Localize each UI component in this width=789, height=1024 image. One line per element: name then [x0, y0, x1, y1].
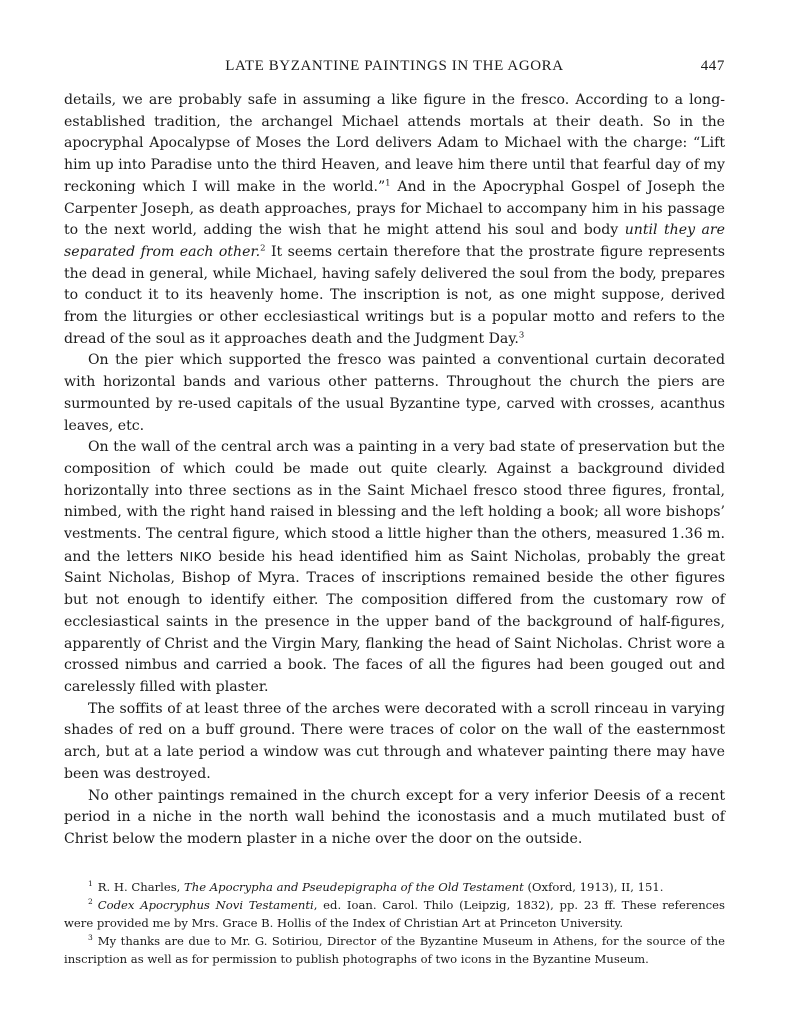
paragraph-3-text-b: beside his head identified him as Saint Nicholas, probably the great Saint Nicholas, Bishop of Myra. Traces of inscriptions remained beside the other figures but not enough to identify either. The composition differed from the customary row of ecclesiastical saints in the presence in the upper band of the background of half-figures, apparently of Christ and the Virgin Mary, flanking the head of Saint Nicholas. Christ wore a crossed nimbus and carried a book. The faces of all the figures had been gouged out and carelessly filled with plaster. [64, 548, 725, 695]
paragraph-1-text-b: And in the Apocryphal Gospel of Joseph the Carpenter Joseph, as death approaches, prays for Michael to accompany him in his passage to the next world, adding the wish that he might attend his soul and body [64, 178, 725, 239]
paragraph-1-italic: until they are separated from each other. [64, 222, 725, 260]
footnote-1-text-b: (Oxford, 1913), II, 151. [523, 880, 664, 894]
footnote-2 [64, 896, 725, 932]
footnote-2-number: 2 [88, 897, 93, 907]
footnote-1-number: 1 [88, 879, 93, 889]
paragraph-1 [64, 90, 725, 350]
paragraph-1-text-c: It seems certain therefore that the prostrate figure represents the dead in general, while Michael, having safely delivered the soul from the body, prepares to conduct it to its heavenly home. The inscription is not, as one might suppose, derived from the liturgies or other ecclesiastical writings but is a popular motto and refers to the dread of the soul as it approaches death and the Judgment Day. [64, 243, 725, 347]
footnote-ref-2[interactable]: 2 [260, 243, 266, 254]
footnote-1 [64, 878, 725, 896]
paragraph-3-text-a: On the wall of the central arch was a painting in a very bad state of preservation but the composition of which could be made out quite clearly. Against a background divided horizontally into three sections as in the Saint Michael fresco stood three figures, frontal, nimbed, with the right hand raised in blessing and the left holding a book; all wore bishops’ vestments. The central figure, which stood a little higher than the others, measured 1.36 m. and the letters [64, 439, 725, 565]
paragraph-4: The soffits of at least three of the arches were decorated with a scroll rinceau in varying shades of red on a buff ground. There were traces of color on the wall of the easternmost arch, but at a late period a window was cut through and whatever painting there may have been was destroyed. [64, 700, 725, 782]
footnote-3 [64, 932, 725, 968]
paragraph-5: No other paintings remained in the church except for a very inferior Deesis of a recent period in a niche in the north wall behind the iconostasis and a much mutilated bust of Christ below the modern plaster in a niche over the door on the outside. [64, 787, 725, 847]
footnote-2-italic: Codex Apocryphus Novi Testamenti [97, 898, 314, 912]
footnote-3-text-a: My thanks are due to Mr. G. Sotiriou, Director of the Byzantine Museum in Athens, for the source of the inscription as well as for permission to publish photographs of two icons in the Byzantine Museum. [64, 934, 725, 966]
footnote-3-number: 3 [88, 933, 93, 943]
paragraph-1-text-a: details, we are probably safe in assuming a like figure in the fresco. According to a long-established tradition, the archangel Michael attends mortals at their death. So in the apocryphal Apocalypse of Moses the Lord delivers Adam to Michael with the charge: “Lift him up into Paradise unto the third Heaven, and leave him there until that fearful day of my reckoning which I will make in the world.” [64, 92, 725, 195]
paragraph-3 [64, 437, 725, 698]
footnote-2-text-b: , ed. Ioan. Carol. Thilo (Leipzig, 1832), pp. 23 ff. These references were provided me by Mrs. Grace B. Hollis of the Index of Christian Art at Princeton University. [64, 898, 725, 930]
footnotes [64, 878, 725, 968]
page-number: 447 [700, 58, 725, 74]
running-header [64, 58, 725, 78]
greek-inscription: NIKO [179, 548, 213, 564]
footnote-1-text-a: R. H. Charles, [97, 880, 185, 894]
footnote-1-italic: The Apocrypha and Pseudepigrapha of the Old Testament [184, 880, 524, 894]
body-text [64, 90, 725, 851]
footnote-ref-3[interactable]: 3 [518, 330, 525, 341]
footnote-ref-1[interactable]: 1 [385, 178, 391, 189]
running-title: LATE BYZANTINE PAINTINGS IN THE AGORA [225, 58, 564, 74]
paragraph-2: On the pier which supported the fresco was painted a conventional curtain decorated with horizontal bands and various other patterns. Throughout the church the piers are surmounted by re-used capitals of the usual Byzantine type, carved with crosses, acanthus leaves, etc. [64, 352, 725, 434]
